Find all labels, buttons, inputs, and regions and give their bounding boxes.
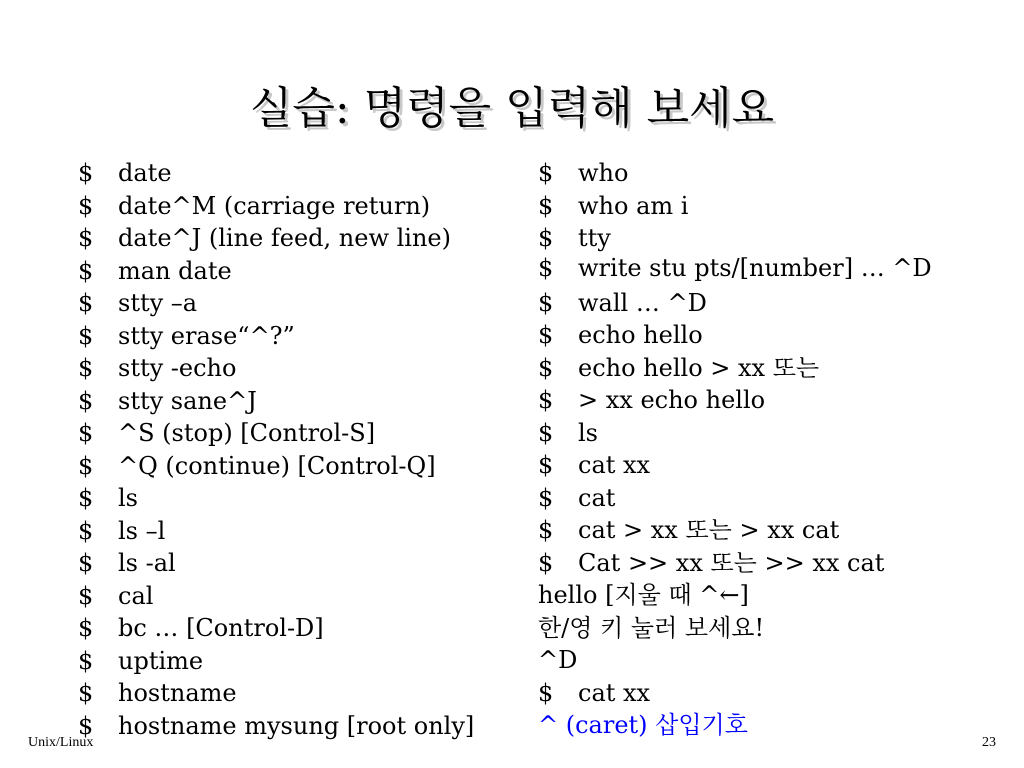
command-text: who am i <box>578 191 689 220</box>
command-item <box>78 515 528 548</box>
input-line: 한/영 키 눌러 보세요! <box>538 613 765 642</box>
prompt-symbol: $ <box>78 159 94 187</box>
command-item <box>78 450 528 483</box>
prompt-symbol: $ <box>78 419 94 447</box>
prompt-symbol: $ <box>538 321 554 349</box>
command-item <box>538 319 968 352</box>
prompt-symbol: $ <box>78 711 94 740</box>
command-text: ^S (stop) [Control-S] <box>118 419 376 447</box>
command-text: write stu pts/[number] … ^D <box>578 253 932 282</box>
prompt-symbol: $ <box>78 549 94 577</box>
prompt-symbol: $ <box>78 386 94 415</box>
prompt-symbol: $ <box>538 548 554 577</box>
prompt-symbol: $ <box>78 516 94 545</box>
prompt-symbol: $ <box>78 614 94 642</box>
command-item <box>78 645 528 678</box>
left-command-list <box>78 157 528 742</box>
command-text: stty –a <box>118 289 198 317</box>
command-item <box>78 385 528 418</box>
footer-course-label: Unix/Linux <box>28 735 94 750</box>
prompt-symbol: $ <box>78 581 94 610</box>
command-text: tty <box>578 224 611 252</box>
command-text: ^Q (continue) [Control-Q] <box>118 451 436 480</box>
prompt-symbol: $ <box>78 646 94 675</box>
command-item <box>78 710 528 743</box>
command-item <box>78 352 528 385</box>
command-text: ls -al <box>118 549 176 577</box>
command-item <box>78 677 528 710</box>
command-text: uptime <box>118 646 204 675</box>
prompt-symbol: $ <box>538 253 554 282</box>
prompt-symbol: $ <box>538 386 554 414</box>
prompt-symbol: $ <box>538 451 554 479</box>
command-item <box>538 384 968 417</box>
prompt-symbol: $ <box>78 484 94 512</box>
command-text: cat <box>578 483 616 512</box>
prompt-symbol: $ <box>538 516 554 544</box>
command-item <box>78 580 528 613</box>
prompt-symbol: $ <box>78 191 94 220</box>
prompt-symbol: $ <box>538 224 554 252</box>
command-item <box>78 612 528 645</box>
prompt-symbol: $ <box>78 256 94 285</box>
command-text: cal <box>118 581 154 610</box>
prompt-symbol: $ <box>538 191 554 220</box>
prompt-symbol: $ <box>538 483 554 512</box>
command-item <box>538 417 968 450</box>
command-text: stty sane^J <box>118 386 257 415</box>
page-number: 23 <box>982 735 996 750</box>
command-text: ls <box>578 418 598 447</box>
prompt-symbol: $ <box>78 679 94 707</box>
command-item <box>538 222 968 255</box>
command-text: cat > xx 또는 > xx cat <box>578 516 840 544</box>
command-item <box>538 482 968 515</box>
prompt-symbol: $ <box>78 224 94 252</box>
command-item <box>538 514 968 547</box>
command-text: hostname <box>118 679 237 707</box>
prompt-symbol: $ <box>78 289 94 317</box>
command-item <box>538 287 968 320</box>
prompt-symbol: $ <box>538 288 554 317</box>
command-item <box>538 449 968 482</box>
prompt-symbol: $ <box>538 418 554 447</box>
command-item <box>538 157 968 190</box>
command-item <box>538 255 968 287</box>
command-text: Cat >> xx 또는 >> xx cat <box>578 548 885 577</box>
input-line: ^D <box>538 646 578 674</box>
command-item <box>78 255 528 288</box>
command-item <box>538 547 968 580</box>
caret-note: ^ (caret) 삽입기호 <box>538 711 748 739</box>
command-text: who <box>578 159 629 187</box>
command-item <box>78 157 528 190</box>
command-text: wall … ^D <box>578 288 707 317</box>
command-text: ls –l <box>118 516 166 545</box>
command-item <box>78 547 528 580</box>
command-text: stty -echo <box>118 354 237 382</box>
command-item <box>538 677 968 710</box>
input-line: hello [지울 때 ^←] <box>538 581 749 609</box>
command-text: cat xx <box>578 451 651 479</box>
prompt-symbol: $ <box>78 354 94 382</box>
prompt-symbol: $ <box>538 353 554 382</box>
slide-title: 실습: 명령을 입력해 보세요 <box>249 83 775 134</box>
command-item <box>78 287 528 320</box>
command-text: stty erase“^?” <box>118 321 295 350</box>
command-text: ls <box>118 484 138 512</box>
command-item <box>78 482 528 515</box>
command-item <box>538 190 968 223</box>
right-command-list <box>538 157 968 742</box>
command-text: cat xx <box>578 678 651 707</box>
command-text: date^J (line feed, new line) <box>118 224 451 252</box>
command-text: echo hello > xx 또는 <box>578 353 820 382</box>
command-text: bc … [Control-D] <box>118 614 324 642</box>
command-text: date <box>118 159 172 187</box>
command-text: man date <box>118 256 232 285</box>
command-text: echo hello <box>578 321 703 349</box>
prompt-symbol: $ <box>538 159 554 187</box>
command-item <box>78 417 528 450</box>
command-item <box>78 320 528 353</box>
prompt-symbol: $ <box>538 678 554 707</box>
command-text: > xx echo hello <box>578 386 766 414</box>
prompt-symbol: $ <box>78 451 94 480</box>
command-item <box>78 222 528 255</box>
command-item <box>78 190 528 223</box>
prompt-symbol: $ <box>78 321 94 350</box>
command-item <box>538 352 968 385</box>
command-text: date^M (carriage return) <box>118 191 431 220</box>
command-text: hostname mysung [root only] <box>118 711 475 740</box>
